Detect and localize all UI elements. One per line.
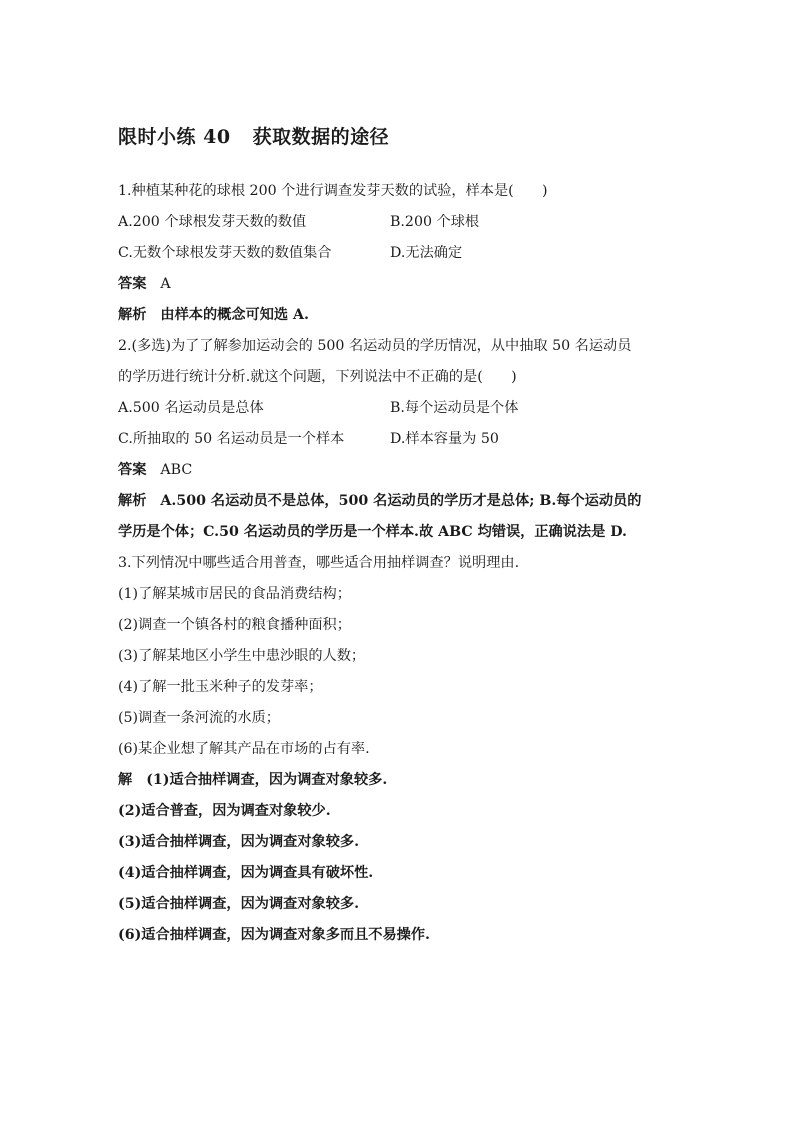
q2-analysis-line-1 xyxy=(118,486,698,517)
q3-item: (3)了解某地区小学生中患沙眼的人数； xyxy=(118,648,366,664)
q1-option-d: D.无法确定 xyxy=(390,245,463,261)
q3-item: (4)了解一批玉米种子的发芽率； xyxy=(118,679,323,695)
q3-solution: (2)适合普查，因为调查对象较少. xyxy=(118,803,331,819)
q2-stem-line-1: 2.(多选)为了了解参加运动会的 500 名运动员的学历情况，从中抽取 50 名运动员 xyxy=(118,338,632,354)
q1-option-a: A.200 个球根发芽天数的数值 xyxy=(118,214,307,230)
title-lesson-number: 限时小练 40 xyxy=(118,126,231,148)
q2-option-c: C.所抽取的 50 名运动员是一个样本 xyxy=(118,431,345,447)
q3-item: (6)某企业想了解其产品在市场的占有率. xyxy=(118,741,370,757)
solution-label: 解 xyxy=(118,772,133,788)
q3-item: (2)调查一个镇各村的粮食播种面积； xyxy=(118,617,351,633)
q1-option-c: C.无数个球根发芽天数的数值集合 xyxy=(118,245,332,261)
q3-solution: (1)适合抽样调查，因为调查对象较多. xyxy=(146,772,388,788)
q3-solution: (4)适合抽样调查，因为调查具有破坏性. xyxy=(118,865,374,881)
q3-solution: (5)适合抽样调查，因为调查对象较多. xyxy=(118,896,360,912)
q3-solution-line xyxy=(118,765,698,796)
page-title xyxy=(118,122,389,149)
q1-options-row-2 xyxy=(118,238,698,269)
q2-analysis-text-1: A.500 名运动员不是总体，500 名运动员的学历才是总体; B.每个运动员的 xyxy=(160,493,642,509)
q2-stem-line-2: 的学历进行统计分析.就这个问题，下列说法中不正确的是( ) xyxy=(118,369,517,385)
exercise-content xyxy=(118,176,698,951)
q1-stem: 1.种植某种花的球根 200 个进行调查发芽天数的试验，样本是( ) xyxy=(118,183,548,199)
q1-answer-value: A xyxy=(160,276,171,292)
q3-item: (1)了解某城市居民的食品消费结构； xyxy=(118,586,351,602)
q2-options-row-2 xyxy=(118,424,698,455)
q1-option-b: B.200 个球根 xyxy=(390,214,480,230)
title-topic: 获取数据的途径 xyxy=(252,126,390,148)
q2-option-d: D.样本容量为 50 xyxy=(390,431,499,447)
q2-options-row-1 xyxy=(118,393,698,424)
answer-label: 答案 xyxy=(118,462,147,478)
q2-analysis-line-2: 学历是个体；C.50 名运动员的学历是一个样本.故 ABC 均错误，正确说法是 D. xyxy=(118,524,627,540)
q3-item: (5)调查一条河流的水质； xyxy=(118,710,280,726)
q3-solution: (3)适合抽样调查，因为调查对象较多. xyxy=(118,834,360,850)
q1-answer xyxy=(118,269,698,300)
answer-label: 答案 xyxy=(118,276,147,292)
q1-analysis xyxy=(118,300,698,331)
q2-option-a: A.500 名运动员是总体 xyxy=(118,400,264,416)
q2-answer xyxy=(118,455,698,486)
analysis-label: 解析 xyxy=(118,307,147,323)
q1-options-row-1 xyxy=(118,207,698,238)
q1-analysis-text: 由样本的概念可知选 A. xyxy=(160,307,309,323)
q3-stem: 3.下列情况中哪些适合用普查，哪些适合用抽样调查？说明理由. xyxy=(118,555,520,571)
q2-answer-value: ABC xyxy=(160,462,193,478)
q2-option-b: B.每个运动员是个体 xyxy=(390,400,519,416)
q3-solution: (6)适合抽样调查，因为调查对象多而且不易操作. xyxy=(118,927,430,943)
analysis-label: 解析 xyxy=(118,493,147,509)
